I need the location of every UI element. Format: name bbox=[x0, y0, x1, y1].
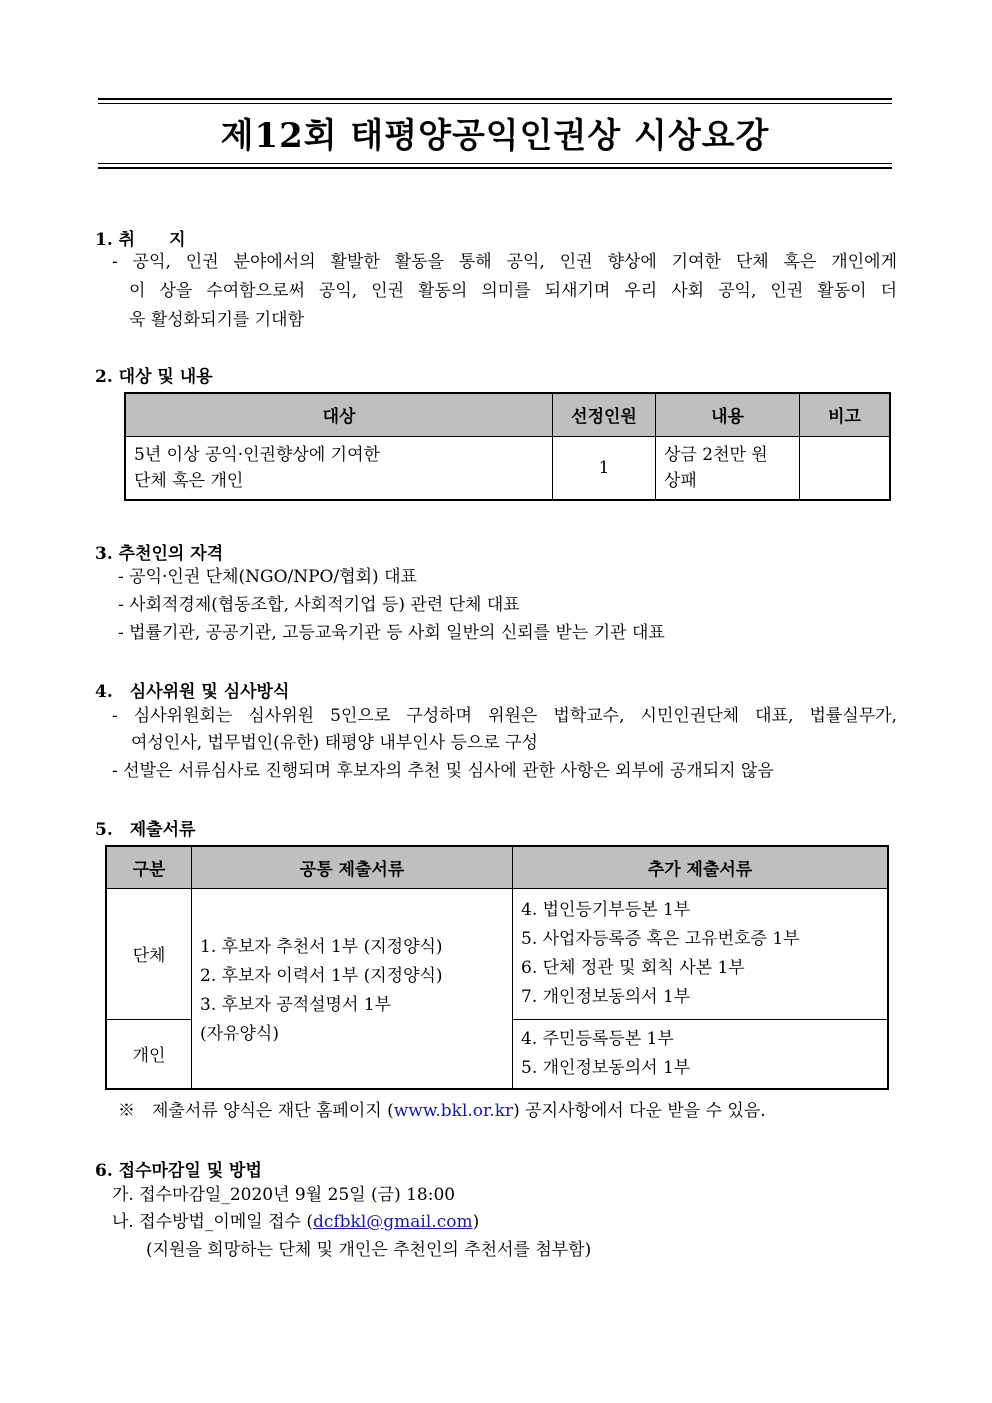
title-rule-bottom-1 bbox=[98, 163, 892, 164]
target-cell bbox=[125, 436, 553, 500]
section-4-line-1: - 심사위원회는 심사위원 5인으로 구성하며 위원은 법학교수, 시민인권단체 대표, 법률실무가, bbox=[112, 706, 897, 726]
method-suffix: ) bbox=[472, 1212, 480, 1232]
method-prefix: 나. 접수방법_이메일 접수 ( bbox=[112, 1212, 313, 1232]
org-extra-3: 6. 단체 정관 및 회칙 사본 1부 bbox=[521, 957, 745, 978]
target-table-header-content: 내용 bbox=[656, 393, 800, 436]
target-table bbox=[124, 392, 891, 501]
org-extra-2: 5. 사업자등록증 혹은 고유번호증 1부 bbox=[521, 928, 800, 949]
section-4-line-2: 여성인사, 법무법인(유한) 태평양 내부인사 등으로 구성 bbox=[131, 733, 538, 753]
common-doc-2: 2. 후보자 이력서 1부 (지정양식) bbox=[200, 965, 443, 986]
section-1-line-2: 이 상을 수여함으로써 공익, 인권 활동의 의미를 되새기며 우리 사회 공익, 인권 활동이 더 bbox=[129, 281, 897, 301]
org-extra-1: 4. 법인등기부등본 1부 bbox=[521, 899, 691, 920]
note-cell bbox=[800, 436, 891, 500]
title-rule-top-1 bbox=[98, 98, 892, 100]
common-documents-cell bbox=[192, 888, 513, 1089]
page-title: 제12회 태평양공익인권상 시상요강 bbox=[220, 116, 770, 156]
documents-note-suffix: ) 공지사항에서 다운 받을 수 있음. bbox=[513, 1101, 766, 1121]
individual-extra-1: 4. 주민등록등본 1부 bbox=[521, 1028, 674, 1049]
target-line-2: 단체 혹은 개인 bbox=[134, 470, 244, 491]
org-extra-4: 7. 개인정보동의서 1부 bbox=[521, 986, 691, 1007]
target-table-header-count: 선정인원 bbox=[553, 393, 656, 436]
section-3-item-1: - 공익·인권 단체(NGO/NPO/협회) 대표 bbox=[118, 567, 417, 587]
title-rule-top-2 bbox=[98, 103, 892, 104]
content-line-1: 상금 2천만 원 bbox=[664, 444, 768, 465]
category-individual: 개인 bbox=[106, 1019, 192, 1089]
documents-table bbox=[105, 845, 889, 1090]
section-1-line-1: - 공익, 인권 분야에서의 활발한 활동을 통해 공익, 인권 향상에 기여한 단체 혹은 개인에게 bbox=[112, 252, 897, 272]
email-link[interactable]: dcfbkl@gmail.com bbox=[312, 1212, 473, 1232]
documents-note bbox=[118, 1097, 766, 1125]
section-4-heading: 4. 심사위원 및 심사방식 bbox=[95, 682, 290, 702]
content-cell bbox=[656, 436, 800, 500]
common-doc-1: 1. 후보자 추천서 1부 (지정양식) bbox=[200, 936, 443, 957]
section-1-heading: 1. 취 지 bbox=[95, 230, 186, 250]
section-3-item-2: - 사회적경제(협동조합, 사회적기업 등) 관련 단체 대표 bbox=[118, 595, 520, 615]
individual-extra-cell bbox=[513, 1019, 889, 1089]
title-rule-bottom-2 bbox=[98, 167, 892, 169]
section-2-heading: 2. 대상 및 내용 bbox=[95, 367, 213, 387]
section-3-heading: 3. 추천인의 자격 bbox=[95, 544, 224, 564]
category-org: 단체 bbox=[106, 888, 192, 1019]
common-doc-3: 3. 후보자 공적설명서 1부 bbox=[200, 994, 392, 1015]
section-5-heading: 5. 제출서류 bbox=[95, 820, 196, 840]
target-table-header-target: 대상 bbox=[125, 393, 553, 436]
documents-header-category: 구분 bbox=[106, 846, 192, 888]
section-3-item-3: - 법률기관, 공공기관, 고등교육기관 등 사회 일반의 신뢰를 받는 기관 대표 bbox=[118, 623, 665, 643]
section-1-line-3: 욱 활성화되기를 기대함 bbox=[129, 310, 305, 330]
homepage-link[interactable]: www.bkl.or.kr bbox=[393, 1101, 514, 1121]
individual-extra-2: 5. 개인정보동의서 1부 bbox=[521, 1057, 691, 1078]
common-doc-4: (자유양식) bbox=[200, 1023, 279, 1044]
deadline-line: 가. 접수마감일_2020년 9월 25일 (금) 18:00 bbox=[112, 1185, 456, 1205]
method-line bbox=[112, 1208, 479, 1236]
target-table-header-note: 비고 bbox=[800, 393, 891, 436]
documents-header-common: 공통 제출서류 bbox=[192, 846, 513, 888]
section-6-heading: 6. 접수마감일 및 방법 bbox=[95, 1161, 262, 1181]
count-cell: 1 bbox=[553, 436, 656, 500]
method-remark: (지원을 희망하는 단체 및 개인은 추천인의 추천서를 첨부함) bbox=[146, 1240, 592, 1260]
content-line-2: 상패 bbox=[664, 470, 697, 491]
target-line-1: 5년 이상 공익·인권향상에 기여한 bbox=[134, 444, 380, 465]
documents-note-prefix: ※ 제출서류 양식은 재단 홈페이지 ( bbox=[118, 1101, 394, 1121]
documents-header-extra: 추가 제출서류 bbox=[513, 846, 889, 888]
org-extra-cell bbox=[513, 888, 889, 1019]
section-4-line-3: - 선발은 서류심사로 진행되며 후보자의 추천 및 심사에 관한 사항은 외부에 공개되지 않음 bbox=[112, 761, 774, 781]
